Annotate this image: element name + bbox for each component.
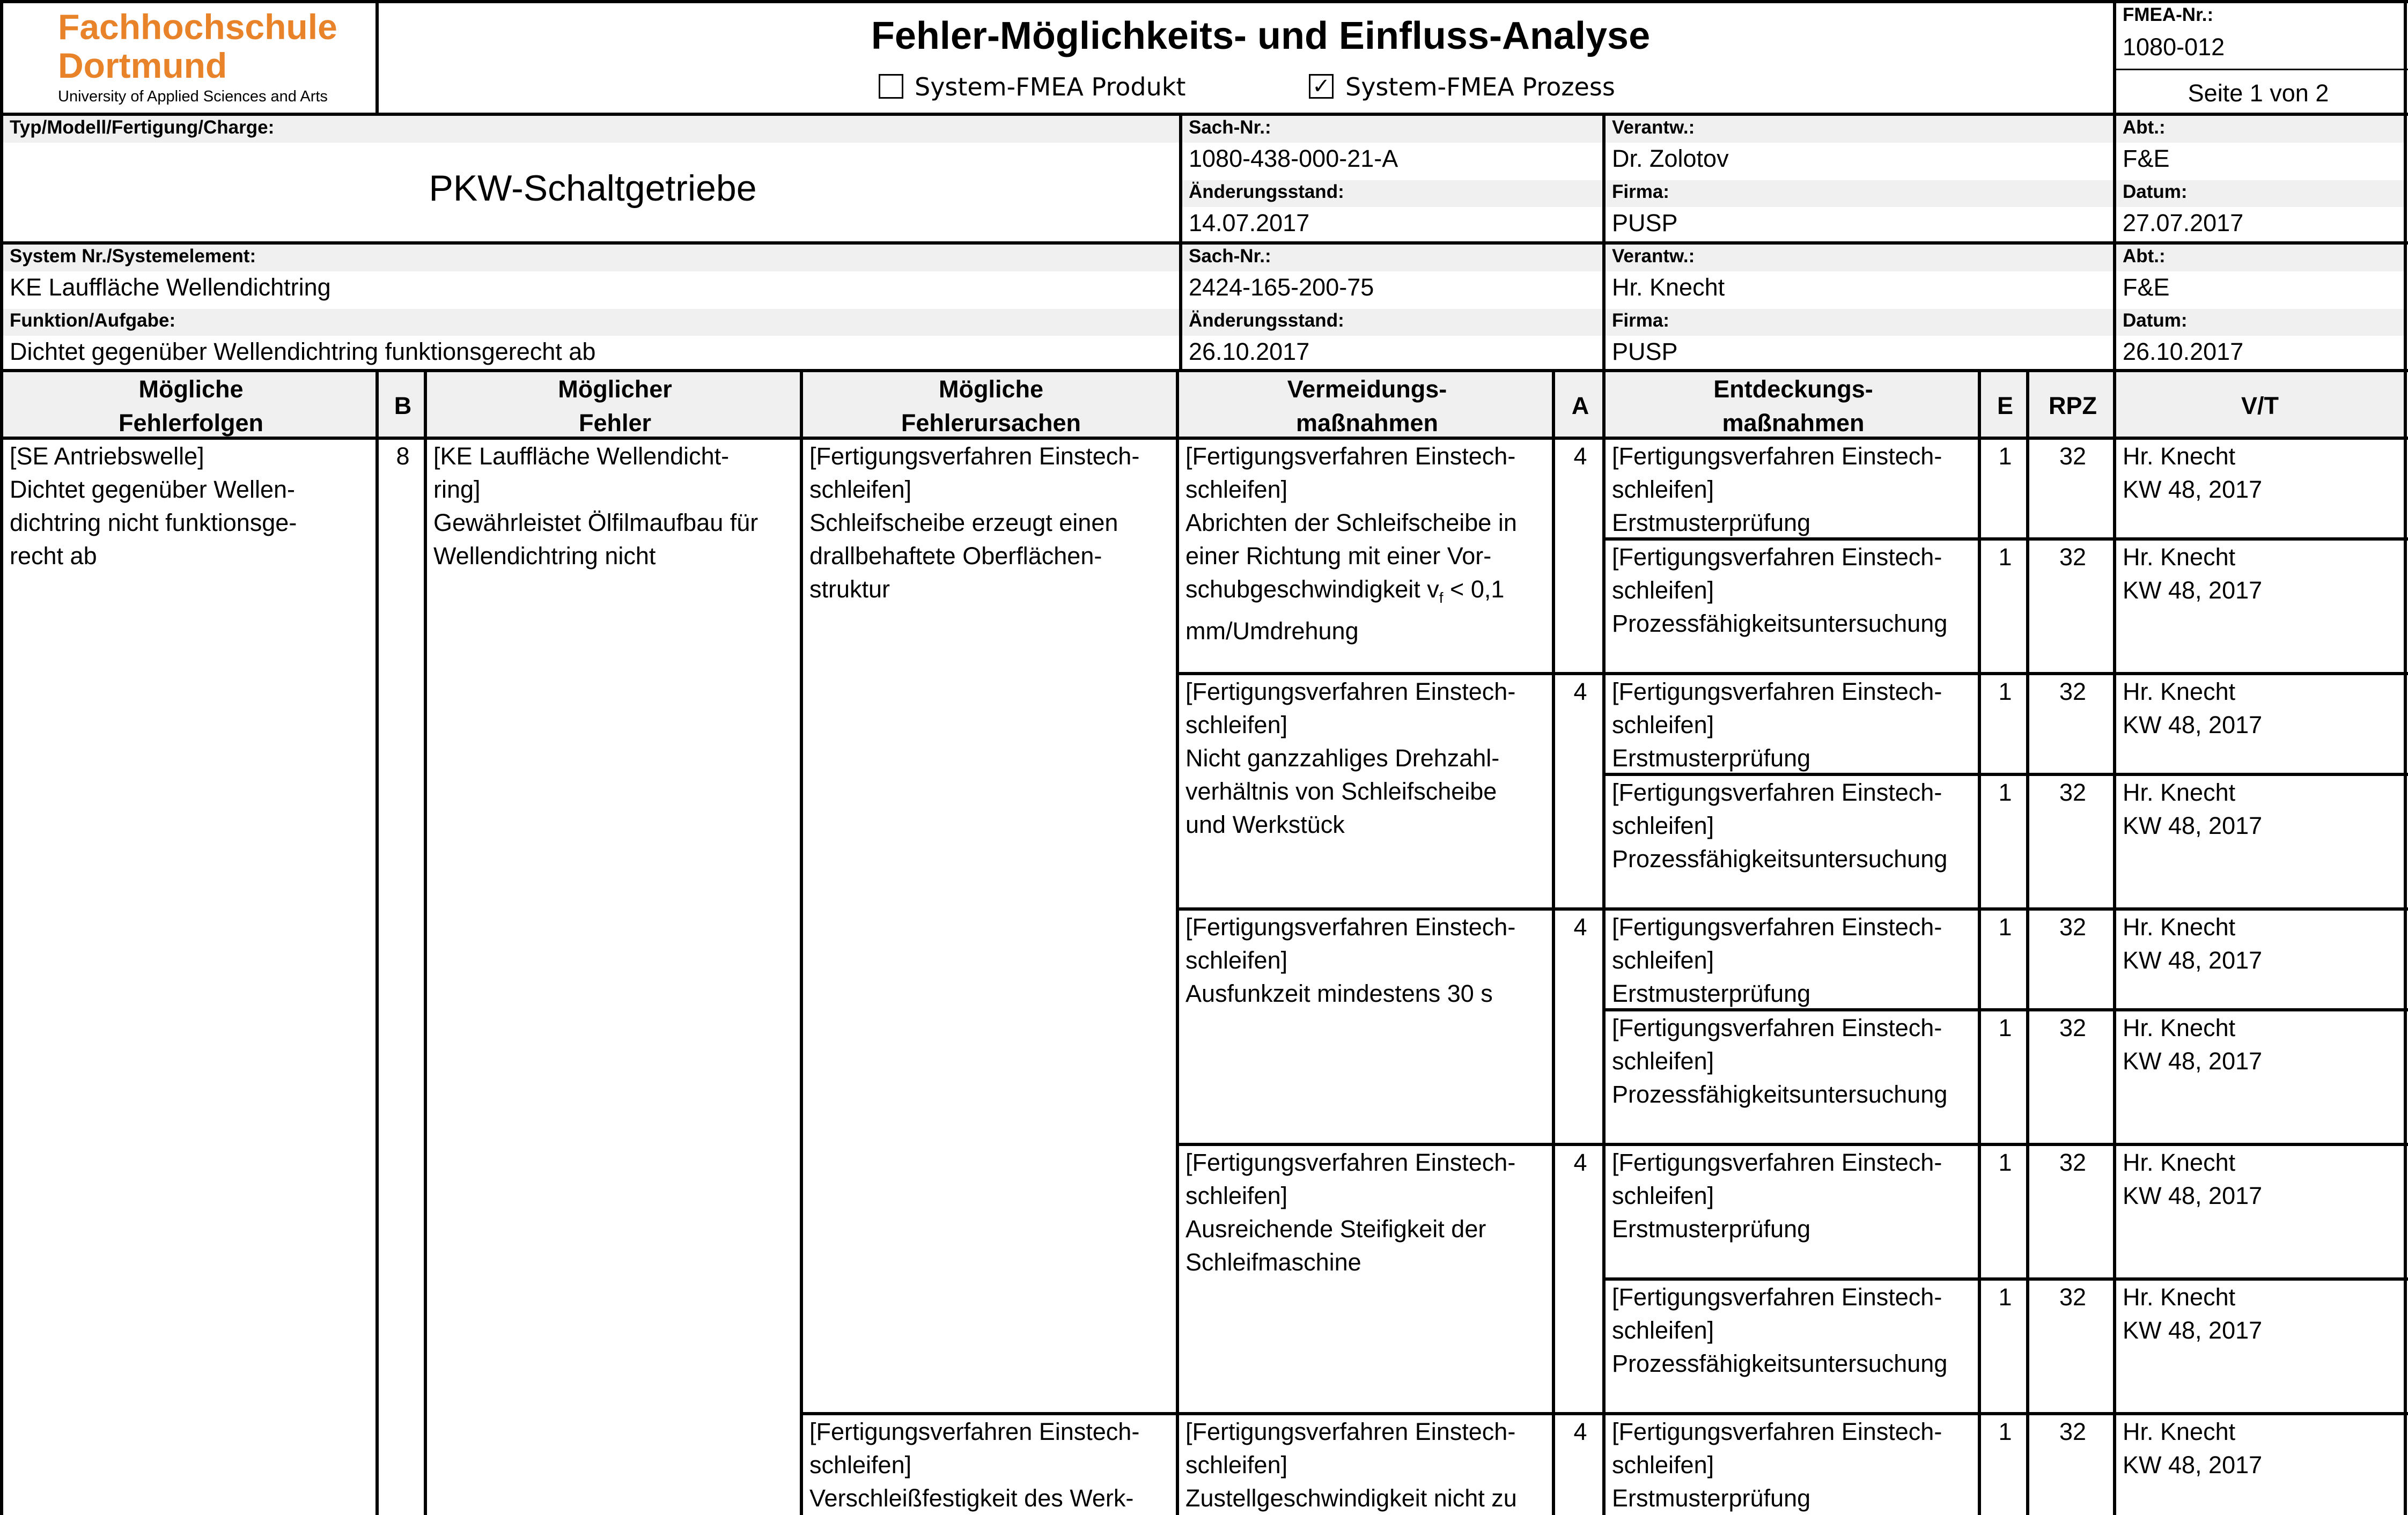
- firma-value-2: PUSP: [1612, 338, 1678, 365]
- aenderung-value-1: 14.07.2017: [1189, 209, 1310, 237]
- a-value-5: 4: [1573, 1418, 1587, 1445]
- rpz-value: 32: [2059, 543, 2087, 571]
- vt-cell: Hr. Knecht KW 48, 2017: [2123, 913, 2263, 974]
- rpz-value: 32: [2059, 1149, 2087, 1176]
- vermeidung-cell-3: [Fertigungsverfahren Einstech- schleifen] Ausfunkzeit mindestens 30 s: [1185, 913, 1516, 1007]
- ursache-cell-1: [Fertigungsverfahren Einstech- schleifen] Schleifscheibe erzeugt einen drallbehaftete Oberflächen- struktur: [809, 442, 1140, 603]
- abt-value-2: F&E: [2123, 274, 2170, 301]
- system-value: KE Lauffläche Wellendichtring: [10, 274, 331, 301]
- typ-label: Typ/Modell/Fertigung/Charge:: [10, 117, 275, 138]
- b-value: 8: [396, 442, 410, 470]
- logo-line1: Fachhochschule: [58, 7, 337, 47]
- firma-label-1: Firma:: [1612, 181, 1669, 202]
- verantw-value-1: Dr. Zolotov: [1612, 145, 1729, 172]
- entdeckung-cell: [Fertigungsverfahren Einstech- schleifen] Prozessfähigkeitsuntersuchung: [1612, 543, 1948, 637]
- a-value-2: 4: [1573, 678, 1587, 705]
- vt-cell: Hr. Knecht KW 48, 2017: [2123, 779, 2263, 839]
- col-header-folgen: Mögliche Fehlerfolgen: [118, 375, 264, 437]
- entdeckung-cell: [Fertigungsverfahren Einstech- schleifen] Prozessfähigkeitsuntersuchung: [1612, 779, 1948, 873]
- funktion-value: Dichtet gegenüber Wellendichtring funktionsgerecht ab: [10, 338, 596, 365]
- e-value: 1: [1998, 913, 2012, 941]
- vt-cell: Hr. Knecht KW 48, 2017: [2123, 442, 2263, 503]
- e-value: 1: [1998, 1283, 2012, 1311]
- abt-value-1: F&E: [2123, 145, 2170, 172]
- a-value-4: 4: [1573, 1149, 1587, 1176]
- document-title: Fehler-Möglichkeits- und Einfluss-Analyse: [871, 14, 1651, 57]
- checkbox-prozess[interactable]: ✓: [1309, 74, 1334, 99]
- col-header-a: A: [1571, 392, 1589, 419]
- rpz-value: 32: [2059, 678, 2087, 705]
- sach-nr-label-1: Sach-Nr.:: [1189, 117, 1271, 138]
- firma-value-1: PUSP: [1612, 209, 1678, 237]
- logo-tagline: University of Applied Sciences and Arts: [58, 88, 328, 105]
- datum-label-1: Datum:: [2123, 181, 2188, 202]
- abt-label-1: Abt.:: [2123, 117, 2166, 138]
- vt-cell: Hr. Knecht KW 48, 2017: [2123, 543, 2263, 604]
- entdeckung-cell: [Fertigungsverfahren Einstech- schleifen] Erstmusterprüfung: [1612, 1149, 1942, 1243]
- entdeckung-cell: [Fertigungsverfahren Einstech- schleifen] Prozessfähigkeitsuntersuchung: [1612, 1283, 1948, 1377]
- e-value: 1: [1998, 442, 2012, 470]
- vermeidung-cell-5: [Fertigungsverfahren Einstech- schleifen] Zustellgeschwindigkeit nicht zu: [1185, 1418, 1517, 1512]
- entdeckung-cell: [Fertigungsverfahren Einstech- schleifen] Erstmusterprüfung: [1612, 1418, 1942, 1512]
- a-value-3: 4: [1573, 913, 1587, 941]
- fmea-nr-label: FMEA-Nr.:: [2123, 4, 2214, 25]
- entdeckung-cell: [Fertigungsverfahren Einstech- schleifen] Erstmusterprüfung: [1612, 442, 1942, 536]
- entdeckung-cell: [Fertigungsverfahren Einstech- schleifen] Prozessfähigkeitsuntersuchung: [1612, 1014, 1948, 1108]
- vermeidung-cell-4: [Fertigungsverfahren Einstech- schleifen] Ausreichende Steifigkeit der Schleifmaschine: [1185, 1149, 1516, 1276]
- e-value: 1: [1998, 1418, 2012, 1445]
- vt-cell: Hr. Knecht KW 48, 2017: [2123, 1418, 2263, 1479]
- col-header-entdeckung: Entdeckungs- maßnahmen: [1713, 375, 1873, 437]
- page-indicator: Seite 1 von 2: [2188, 79, 2329, 107]
- vermeidung-cell-2: [Fertigungsverfahren Einstech- schleifen] Nicht ganzzahliges Drehzahl- verhältnis von Schleifscheibe und Werkstück: [1185, 678, 1516, 838]
- entdeckung-cell: [Fertigungsverfahren Einstech- schleifen] Erstmusterprüfung: [1612, 913, 1942, 1007]
- vt-cell: Hr. Knecht KW 48, 2017: [2123, 678, 2263, 738]
- fehler-cell: [KE Lauffläche Wellendicht- ring] Gewährleistet Ölfilmaufbau für Wellendichtring nicht: [433, 442, 759, 570]
- fmea-nr-value: 1080-012: [2123, 33, 2225, 61]
- rpz-value: 32: [2059, 913, 2087, 941]
- col-header-fehler: Möglicher Fehler: [558, 375, 672, 437]
- aenderung-label-2: Änderungsstand:: [1189, 310, 1344, 331]
- rpz-value: 32: [2059, 442, 2087, 470]
- logo-line2: Dortmund: [58, 46, 227, 85]
- col-header-vermeidung: Vermeidungs- maßnahmen: [1287, 375, 1447, 437]
- datum-label-2: Datum:: [2123, 310, 2188, 331]
- fehlerfolge-cell: [SE Antriebswelle] Dichtet gegenüber Wellen- dichtring nicht funktionsge- recht ab: [10, 442, 297, 570]
- col-header-vt: V/T: [2241, 392, 2279, 419]
- e-value: 1: [1998, 1149, 2012, 1176]
- a-value-1: 4: [1573, 442, 1587, 470]
- vt-cell: Hr. Knecht KW 48, 2017: [2123, 1283, 2263, 1344]
- ursache-cell-2: [Fertigungsverfahren Einstech- schleifen] Verschleißfestigkeit des Werk-: [809, 1418, 1140, 1512]
- sach-nr-label-2: Sach-Nr.:: [1189, 246, 1271, 267]
- university-logo: [58, 8, 369, 109]
- system-label: System Nr./Systemelement:: [10, 246, 256, 267]
- vt-cell: Hr. Knecht KW 48, 2017: [2123, 1014, 2263, 1075]
- datum-value-2: 26.10.2017: [2123, 338, 2244, 365]
- rpz-value: 32: [2059, 1283, 2087, 1311]
- firma-label-2: Firma:: [1612, 310, 1669, 331]
- rpz-value: 32: [2059, 779, 2087, 806]
- col-header-b: B: [394, 392, 412, 419]
- rpz-value: 32: [2059, 1014, 2087, 1041]
- verantw-label-2: Verantw.:: [1612, 246, 1695, 267]
- e-value: 1: [1998, 543, 2012, 571]
- e-value: 1: [1998, 678, 2012, 705]
- checkbox-produkt[interactable]: [879, 74, 903, 99]
- e-value: 1: [1998, 779, 2012, 806]
- funktion-label: Funktion/Aufgabe:: [10, 310, 176, 331]
- e-value: 1: [1998, 1014, 2012, 1041]
- checkbox-produkt-label: System-FMEA Produkt: [915, 72, 1186, 101]
- sach-nr-value-2: 2424-165-200-75: [1189, 274, 1374, 301]
- col-header-rpz: RPZ: [2049, 392, 2097, 419]
- entdeckung-cell: [Fertigungsverfahren Einstech- schleifen] Erstmusterprüfung: [1612, 678, 1942, 772]
- verantw-label-1: Verantw.:: [1612, 117, 1695, 138]
- typ-value: PKW-Schaltgetriebe: [429, 168, 757, 209]
- verantw-value-2: Hr. Knecht: [1612, 274, 1725, 301]
- vt-cell: Hr. Knecht KW 48, 2017: [2123, 1149, 2263, 1209]
- aenderung-label-1: Änderungsstand:: [1189, 181, 1344, 202]
- col-header-ursachen: Mögliche Fehlerursachen: [901, 375, 1081, 437]
- datum-value-1: 27.07.2017: [2123, 209, 2244, 237]
- sach-nr-value-1: 1080-438-000-21-A: [1189, 145, 1398, 172]
- vermeidung-cell-1: [Fertigungsverfahren Einstech- schleifen] Abrichten der Schleifscheibe in einer Richtung mit einer Vor- schubgeschwindigkeit $v_f < 0,1$ mm/Umdrehung: [1185, 442, 1517, 645]
- col-header-e: E: [1997, 392, 2013, 419]
- rpz-value: 32: [2059, 1418, 2087, 1445]
- checkbox-prozess-label: System-FMEA Prozess: [1345, 72, 1615, 101]
- aenderung-value-2: 26.10.2017: [1189, 338, 1310, 365]
- abt-label-2: Abt.:: [2123, 246, 2166, 267]
